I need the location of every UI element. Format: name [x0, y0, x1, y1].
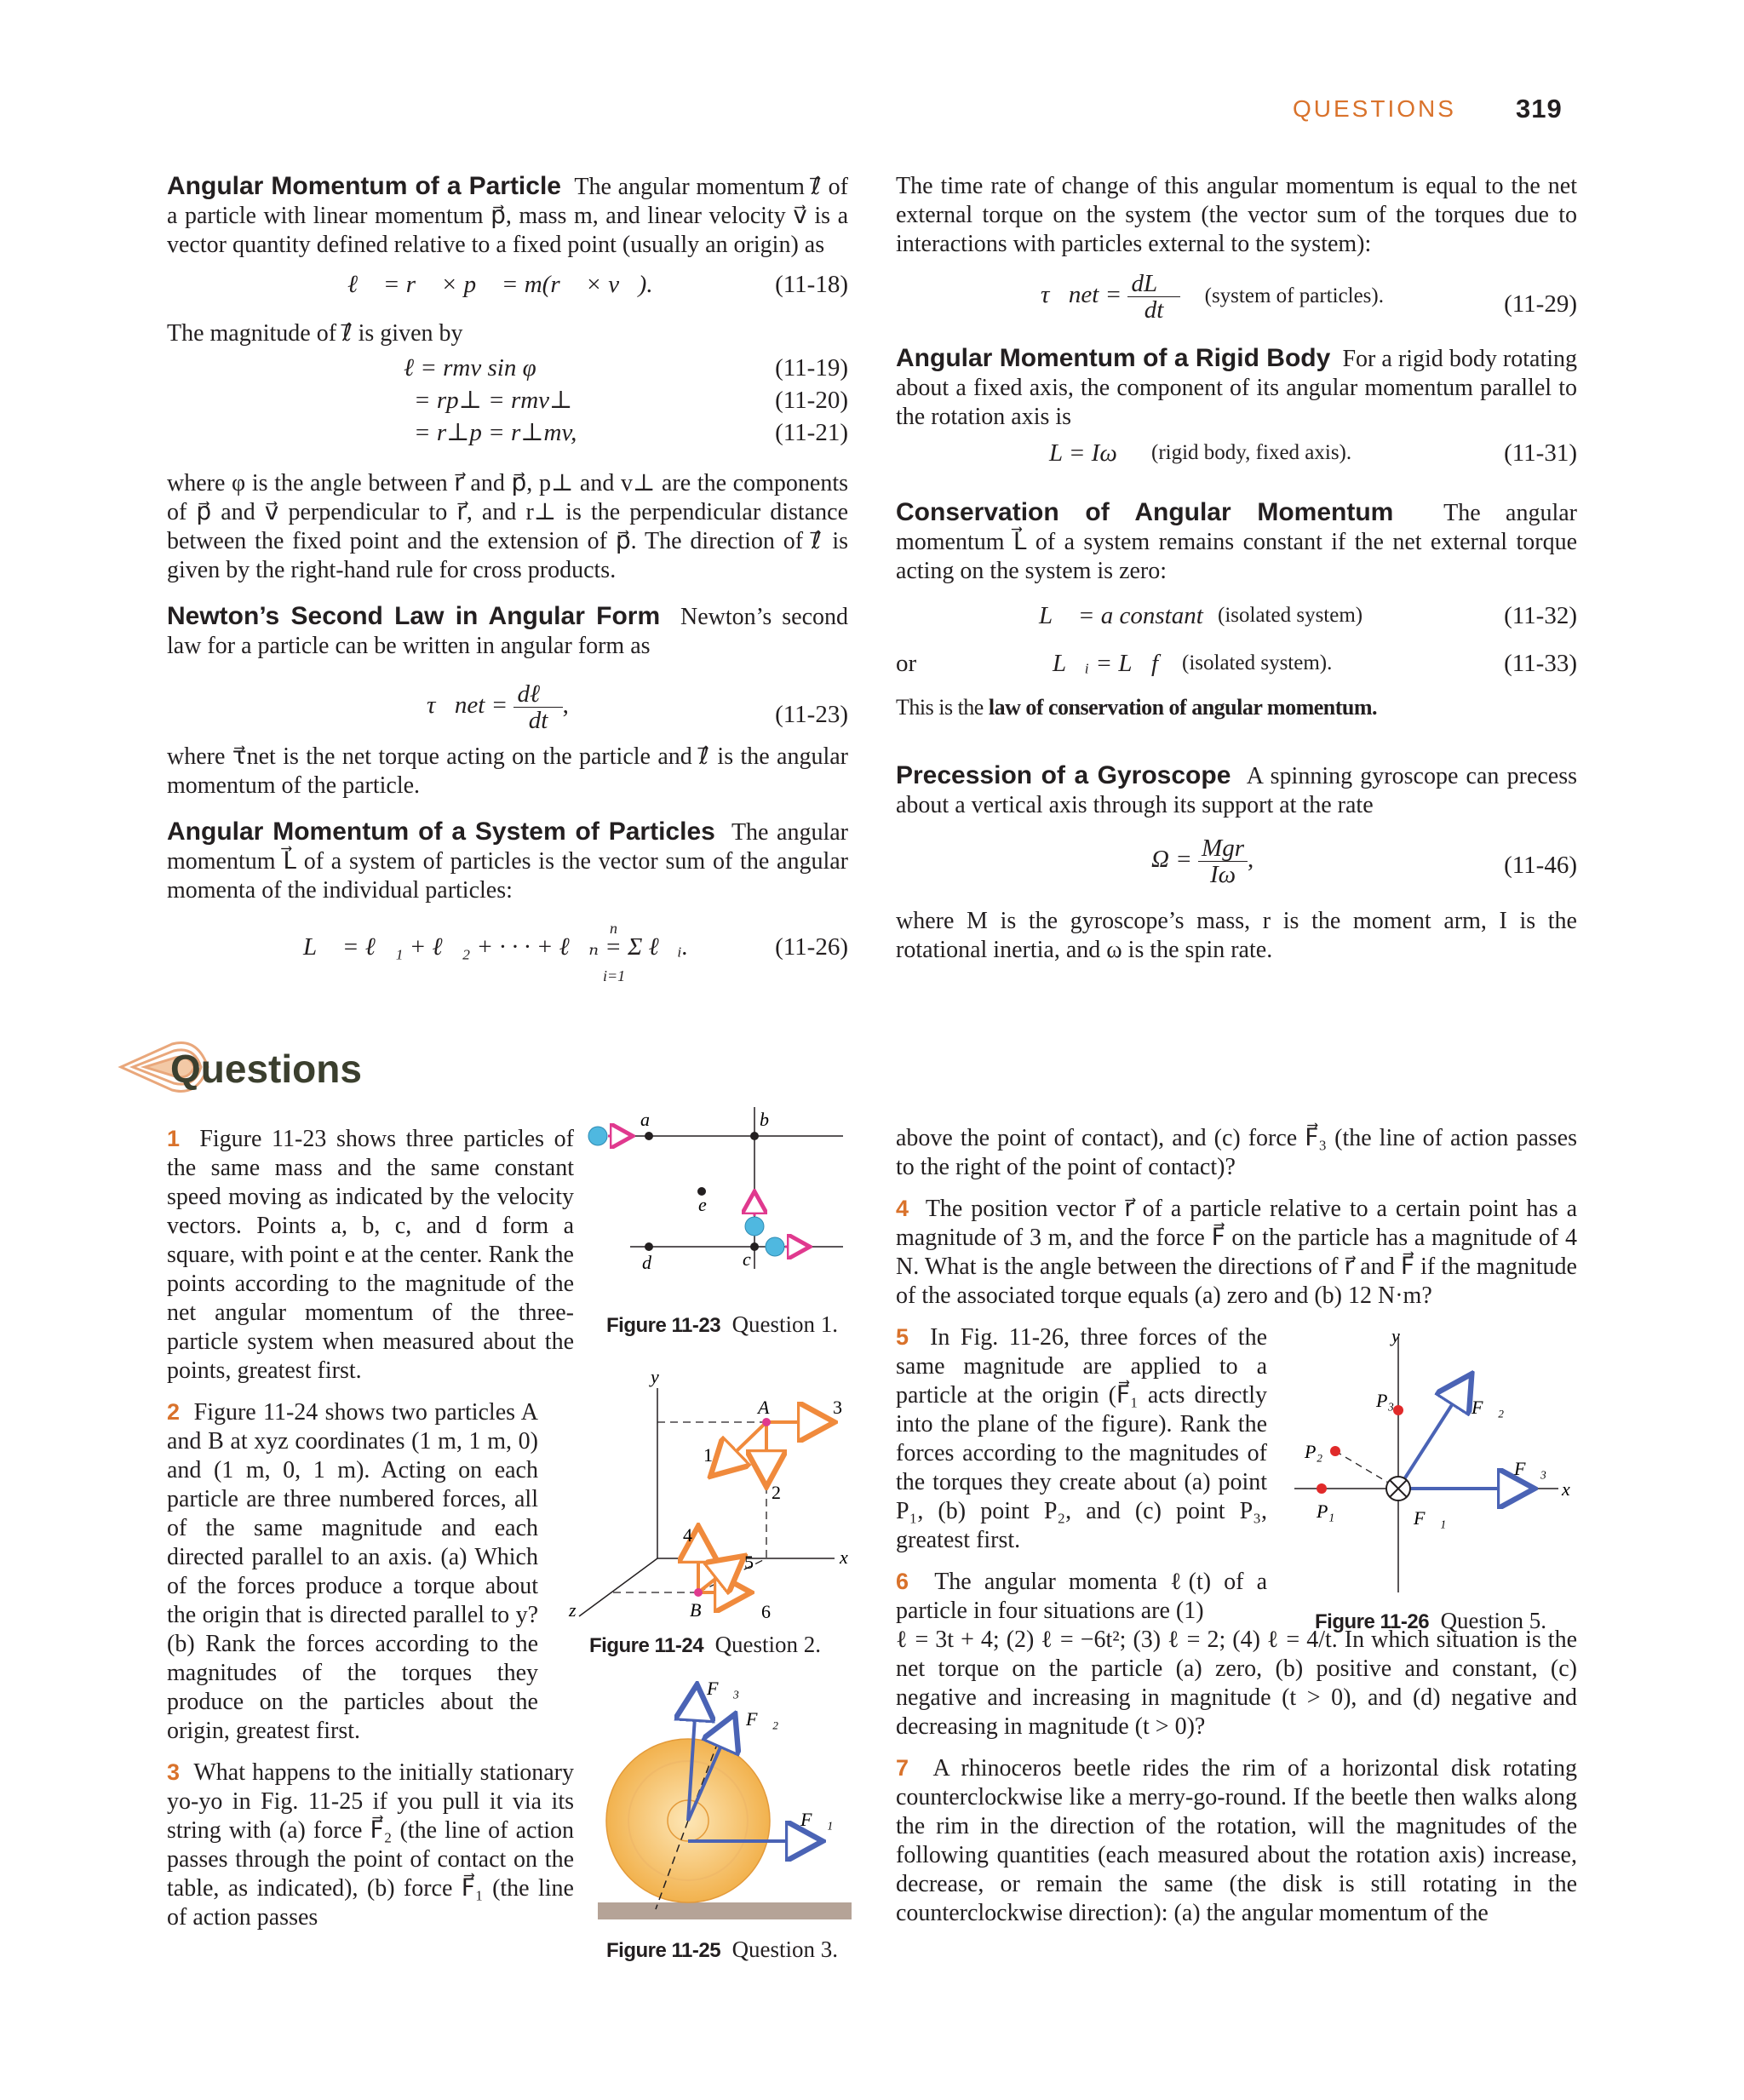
section-heading: Angular Momentum of a Rigid Body — [896, 344, 1331, 372]
summary-gyroscope: Precession of a Gyroscope A spinning gyroscope can precess about a vertical axis through its support at the rate — [896, 761, 1578, 818]
equation-11-18: ℓ⃗ = r⃗ × p⃗ = m(r⃗ × v⃗). (11-18) — [347, 271, 848, 298]
svg-text:y: y — [651, 1371, 659, 1387]
equation-11-20: = rp⊥ = rmv⊥ (11-20) — [414, 387, 848, 414]
svg-text:4: 4 — [683, 1524, 692, 1546]
summary-right-column: The time rate of change of this angular momentum is equal to the net external torque on the system (the vector sum of the torques due to interactions with particles external to the system): τ⃗net = $\frac{dL⃗}{dt}$ (system of particles). (11-29) Angular Momentum of a Rigid Body For a rigid body rotating about a fixed axis, the component of its angular momentum parallel to the rotation axis is L = Iω (rigid body, fixed axis). (11-31) Conservation of Angular Momentum The angular momentum L⃗ of a system remains constant if the net external torque acting on the system is zero: L⃗ = a constant (isolated system) (11-32) or L⃗ᵢ = L⃗f (isolated system). (11-33) This is the law of conservation of angular momentum. Precession of a Gyroscope A spinning gyroscope can precess about a vertical axis through its support at the rate Ω = $\frac{\text{Mgr}}{I\omega}$ , (11-46) where M is the gyroscope’s mass, r is the moment arm, I is the rotational inertia, and ω is the spin rate. — [896, 173, 1578, 963]
figure-11-24 — [562, 1371, 869, 1627]
summary-system-particles: Angular Momentum of a System of Particles The angular momentum L⃗ of a system of particles is the vector sum of the angular momenta of the individual particles: — [167, 818, 849, 904]
svg-text:c: c — [743, 1248, 751, 1269]
fig26-point-P1 — [1317, 1483, 1327, 1494]
svg-text:F⃗₃: F⃗₃ — [707, 1678, 740, 1699]
figure-11-23-caption: Figure 11-23 Question 1. — [606, 1311, 839, 1337]
figure-11-25 — [588, 1676, 860, 1923]
fig23-point-b — [750, 1132, 759, 1140]
fig24-particle-B — [694, 1588, 703, 1597]
svg-text:2: 2 — [772, 1482, 781, 1503]
figure-11-26 — [1286, 1328, 1575, 1601]
section-heading: Conservation of Angular Momentum — [896, 498, 1394, 526]
equation-11-31: L = Iω (rigid body, fixed axis). (11-31) — [1049, 439, 1577, 467]
svg-text:P₂: P₂ — [1305, 1441, 1323, 1462]
svg-text:F⃗₂: F⃗₂ — [746, 1708, 779, 1730]
section-heading: Angular Momentum of a Particle — [167, 172, 561, 200]
fig26-point-P3 — [1393, 1405, 1403, 1415]
svg-text:y: y — [1391, 1328, 1400, 1346]
svg-text:3: 3 — [833, 1397, 842, 1418]
equation-11-33: or L⃗ᵢ = L⃗f (isolated system). (11-33) — [896, 650, 1577, 677]
page-number: 319 — [1516, 94, 1563, 123]
question-3: 3 What happens to the initially stationary yo-yo in Fig. 11-25 if you pull it via its string with (a) force F⃗₂ (the line of action passes through the point of contact on the table, as indicated), (b) force F⃗₁ (the line of action passes — [167, 1759, 575, 1931]
section-heading: Precession of a Gyroscope — [896, 761, 1231, 789]
section-heading: Newton’s Second Law in Angular Form — [167, 602, 661, 630]
svg-text:1: 1 — [703, 1444, 713, 1466]
equation-11-46: Ω = $\frac{\text{Mgr}}{I\omega}$ , (11-46) — [1151, 835, 1577, 888]
fig26-point-P2 — [1330, 1446, 1340, 1456]
fig23-point-c — [750, 1242, 759, 1251]
equation-11-21: = r⊥p = r⊥mv, (11-21) — [414, 419, 848, 446]
summary-left-column: Angular Momentum of a Particle The angular momentum ℓ⃗ of a particle with linear momentum p⃗, mass m, and linear velocity v⃗ is a vector quantity defined relative to a fixed point (usually an origin) as ℓ⃗ = r⃗ × p⃗ = m(r⃗ × v⃗). (11-18) The magnitude of ℓ⃗ is given by ℓ = rmv sin φ (11-19) = rp⊥ = rmv⊥ (11-20) = r⊥p = r⊥mv, (11-21) where φ is the angle between r⃗ and p⃗, p⊥ and v⊥ are the components of p⃗ and v⃗ perpendicular to r⃗, and r⊥ is the perpendicular distance between the fixed point and the extension of p⃗. The direction of ℓ⃗ is given by the right-hand rule for cross products. Newton’s Second Law in Angular Form Newton’s second law for a particle can be written in angular form as τ⃗net = $\frac{\text{dℓ⃗}}{dt}$ , (11-23) where τ⃗net is the net torque acting on the particle and ℓ⃗ is the angular momentum of the particle. Angular Momentum of a System of Particles The angular momentum L⃗ of a system of particles is the vector sum of the angular momenta of the individual particles: L⃗ = ℓ⃗₁ + ℓ⃗₂ + · · · + ℓ⃗ₙ = Σ ℓ⃗ᵢ. n i=1 (11-26) — [167, 172, 849, 984]
svg-text:b: b — [760, 1109, 769, 1130]
fig24-z-axis — [579, 1558, 657, 1616]
questions-title: Questions — [170, 1047, 362, 1091]
question-6: 6 The angular momenta ℓ(t) of a particle in four situations are (1) ℓ = 3t + 4; (2) ℓ = −6t²; (3) ℓ = 2; (4) ℓ = 4/t. In which situation is the net torque on the particle (a) zero, (b) positive and constant, (c) negative and increasing in magnitude (t > 0), and (d) negative and decreasing in magnitude (t > 0)? — [896, 1569, 1577, 1740]
conservation-law-sentence: This is the law of conservation of angular momentum. — [896, 695, 1378, 720]
svg-text:6: 6 — [761, 1601, 771, 1622]
svg-text:x: x — [1562, 1478, 1570, 1500]
svg-text:F⃗₃: F⃗₃ — [1514, 1458, 1547, 1479]
svg-text:F⃗₁: F⃗₁ — [1414, 1507, 1447, 1529]
question-5: 5 In Fig. 11-26, three forces of the same magnitude are applied to a particle at the origin (F⃗₁ acts directly into the plane of the figure). Rank the forces according to the magnitudes of the torques they create about (a) point P₁, (b) point P₂, and (c) point P₃, greatest first. — [896, 1324, 1267, 1553]
question-3-continued: above the point of contact), and (c) force F⃗₃ (the line of action passes to the right of the point of contact)? — [896, 1125, 1577, 1180]
summary-rigid-body: Angular Momentum of a Rigid Body For a rigid body rotating about a fixed axis, the component of its angular momentum parallel to the rotation axis is — [896, 344, 1578, 430]
svg-text:P₁: P₁ — [1317, 1500, 1335, 1522]
fig23-particle-3 — [766, 1237, 784, 1256]
fig24-particle-A — [762, 1418, 771, 1426]
fig23-point-a — [645, 1132, 653, 1140]
svg-text:x: x — [840, 1546, 848, 1568]
question-2: 2 Figure 11-24 shows two particles A and B at xyz coordinates (1 m, 1 m, 0) and (1 m, 0, 1 m). Acting on each particle are three numbered forces, all of the same magnitude and each directed parallel to an axis. (a) Which of the forces produce a torque about the origin that is directed parallel to y? (b) Rank the forces according to the magnitudes of the torques they produce on the particles about the origin, greatest first. — [167, 1399, 539, 1744]
summary-conservation: Conservation of Angular Momentum The angular momentum L⃗ of a system remains constant if the net external torque acting on the system is zero: — [896, 498, 1577, 584]
svg-text:z: z — [569, 1599, 577, 1621]
svg-text:P₃: P₃ — [1376, 1390, 1395, 1411]
fig23-point-d — [645, 1242, 653, 1251]
summary-angular-momentum-particle: Angular Momentum of a Particle The angular momentum ℓ⃗ of a particle with linear momentum p⃗, mass m, and linear velocity v⃗ is a vector quantity defined relative to a fixed point (usually an origin) as — [167, 172, 848, 258]
equation-11-29: τ⃗net = $\frac{dL⃗}{dt}$ (system of particles). (11-29) — [1041, 270, 1577, 324]
svg-text:F⃗₁: F⃗₁ — [800, 1809, 834, 1830]
fig25-table — [598, 1902, 852, 1919]
svg-text:a: a — [640, 1109, 650, 1130]
svg-text:d: d — [642, 1252, 651, 1269]
questions-left-column — [167, 1124, 574, 1932]
equation-11-32: L⃗ = a constant (isolated system) (11-32) — [1039, 602, 1577, 629]
figure-11-23 — [579, 1107, 852, 1269]
section-heading: Angular Momentum of a System of Particles — [167, 818, 715, 846]
equation-11-23: τ⃗net = $\frac{\text{dℓ⃗}}{dt}$ , (11-23) — [427, 680, 848, 734]
svg-text:A: A — [758, 1397, 770, 1418]
svg-text:e: e — [698, 1194, 707, 1215]
question-7: 7 A rhinoceros beetle rides the rim of a horizontal disk rotating counterclockwise like a merry-go-round. If the beetle then walks along the rim in the direction of the rotation, will the magnitudes of the following quantities (each measured about the rotation axis) increase, decrease, or remain the same (the disk is still rotating in the counterclockwise direction): (a) the angular momentum of the — [896, 1755, 1577, 1926]
fig23-particle-2 — [745, 1217, 764, 1236]
question-1: 1 Figure 11-23 shows three particles of the same mass and the same constant speed moving as indicated by the velocity vectors. Points a, b, c, and d form a square, with point e at the center. Rank the points according to the magnitude of the net angular momentum of the three-particle system when measured about the points, greatest first. — [167, 1126, 575, 1384]
figure-11-24-caption: Figure 11-24 Question 2. — [589, 1632, 822, 1657]
equation-11-26: L⃗ = ℓ⃗₁ + ℓ⃗₂ + · · · + ℓ⃗ₙ = Σ ℓ⃗ᵢ. n i=1 (11-26) — [303, 920, 848, 984]
section-running-head: QUESTIONS — [1293, 95, 1456, 122]
svg-text:F⃗₂: F⃗₂ — [1472, 1397, 1505, 1418]
equation-11-19: ℓ = rmv sin φ (11-19) — [404, 354, 848, 382]
figure-11-26-caption: Figure 11-26 Question 5. — [1315, 1608, 1547, 1633]
summary-newton-angular: Newton’s Second Law in Angular Form Newton’s second law for a particle can be written in angular form as — [167, 602, 849, 659]
svg-text:B: B — [690, 1599, 702, 1621]
svg-text:5: 5 — [744, 1552, 754, 1573]
question-4: 4 The position vector r⃗ of a particle relative to a certain point has a magnitude of 3 m, and the force F⃗ on the particle has a magnitude of 4 N. What is the angle between the directions of r⃗ and F⃗ if the magnitude of the associated torque equals (a) zero and (b) 12 N·m? — [896, 1196, 1578, 1309]
figure-11-25-caption: Figure 11-25 Question 3. — [606, 1936, 839, 1962]
fig23-particle-1 — [588, 1127, 607, 1145]
